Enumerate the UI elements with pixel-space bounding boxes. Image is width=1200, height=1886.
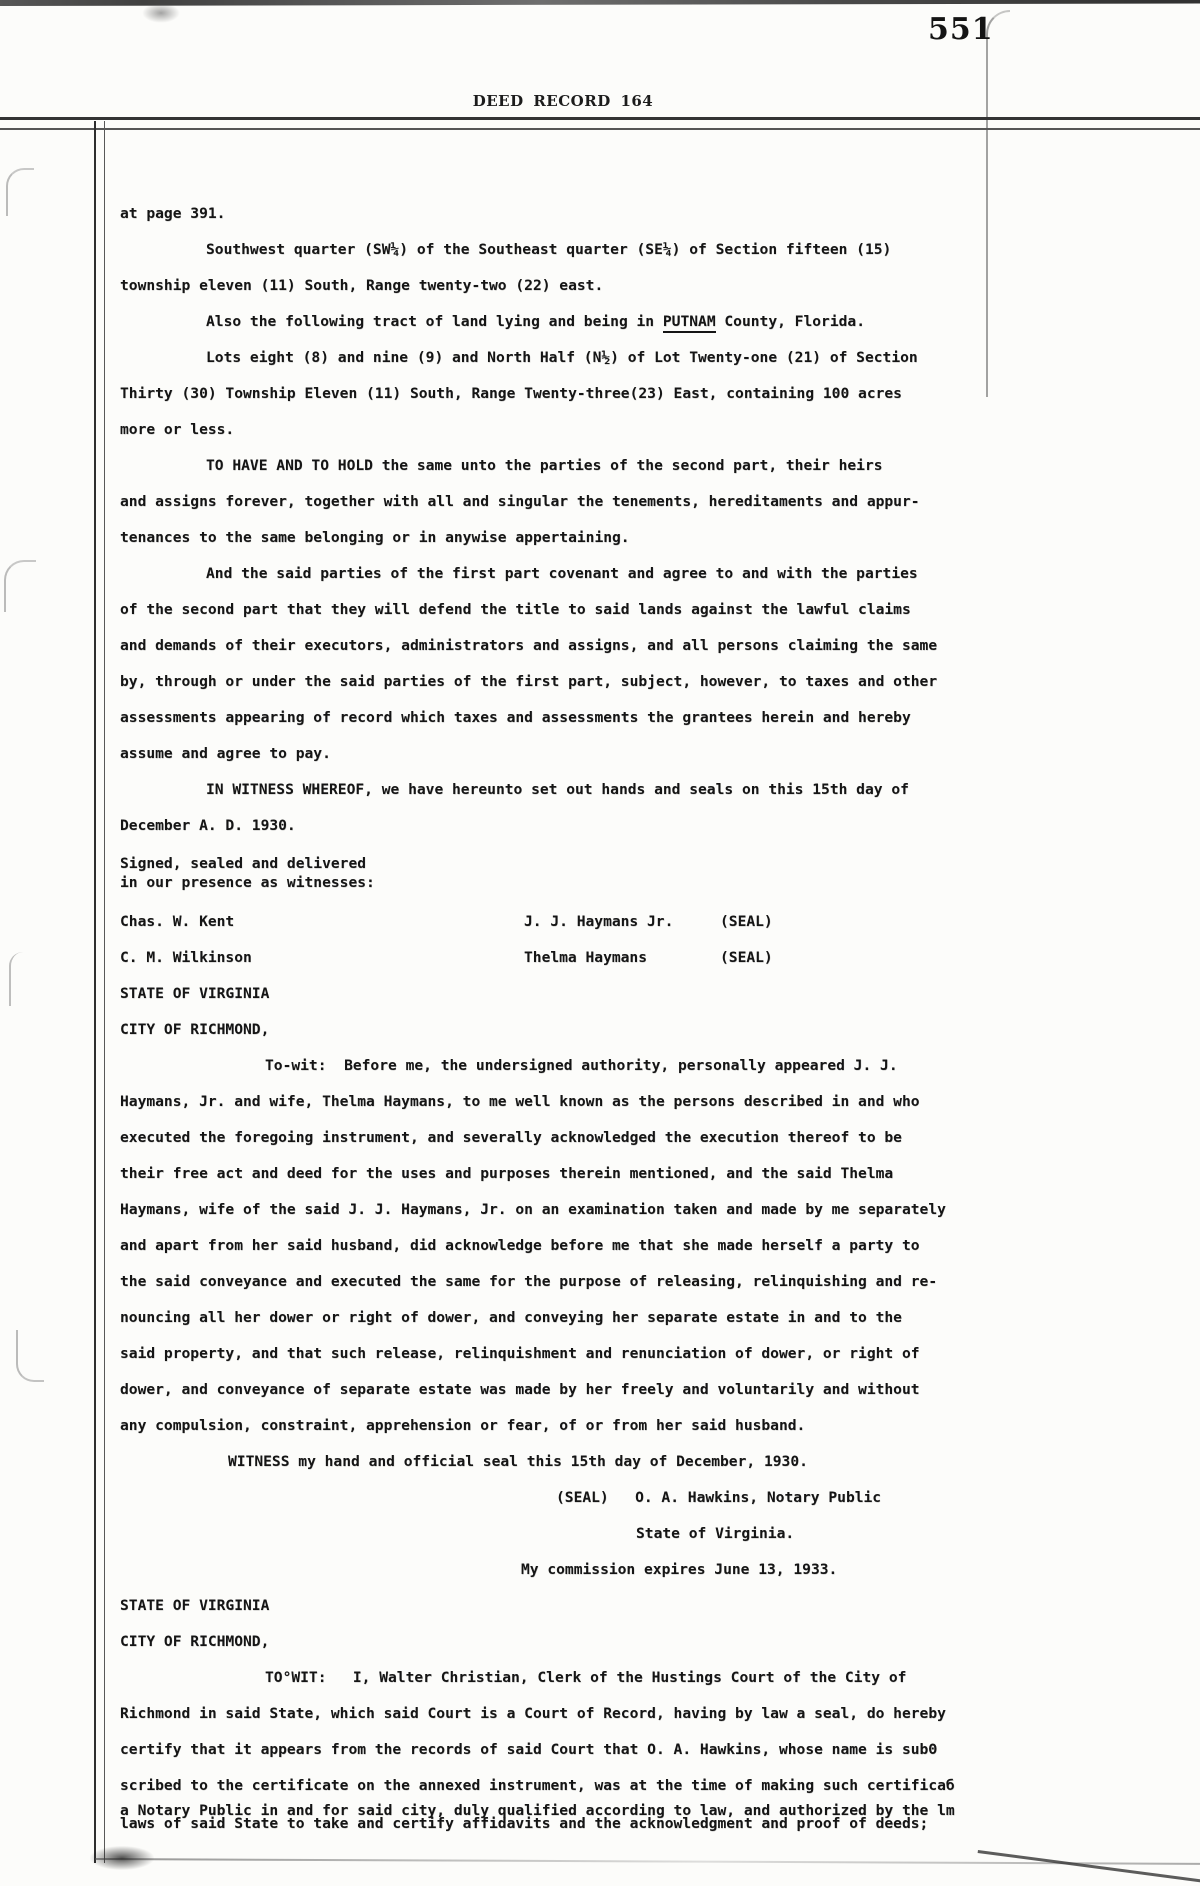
scan-top-edge-artifact — [0, 0, 1200, 6]
deed-line: and assigns forever, together with all and singular the tenements, hereditaments and appur- — [120, 493, 920, 510]
scan-bottom-diagonal-artifact — [978, 1850, 1200, 1885]
party-signature: J. J. Haymans Jr. — [524, 913, 674, 930]
deed-line: by, through or under the said parties of the first part, subject, however, to taxes and other — [120, 673, 938, 690]
deed-document-text — [120, 127, 980, 1830]
left-margin-double-rule — [94, 121, 105, 1863]
venue-line: CITY OF RICHMOND, — [120, 1633, 270, 1650]
notary-state-line: State of Virginia. — [636, 1525, 795, 1542]
witness-signature: C. M. Wilkinson — [120, 949, 252, 966]
venue-line: CITY OF RICHMOND, — [120, 1021, 270, 1038]
margin-pencil-mark — [6, 168, 34, 216]
deed-line: executed the foregoing instrument, and severally acknowledged the execution thereof to be — [120, 1129, 902, 1146]
deed-line: TO°WIT: I, Walter Christian, Clerk of the Hustings Court of the City of — [265, 1669, 907, 1686]
page-edge-line — [986, 10, 1010, 397]
deed-line: Thirty (30) Township Eleven (11) South, Range Twenty-three(23) East, containing 100 acres — [120, 385, 902, 402]
deed-line: tenances to the same belonging or in anywise appertaining. — [120, 529, 630, 546]
deed-line: Signed, sealed and delivered — [120, 855, 367, 872]
deed-line: said property, and that such release, relinquishment and renunciation of dower, or right of — [120, 1345, 920, 1362]
deed-line: scribed to the certificate on the annexed instrument, was at the time of making such certificaб — [120, 1777, 955, 1794]
overstruck-lines-block — [120, 1804, 980, 1830]
party-signature: Thelma Haymans — [524, 949, 648, 966]
deed-line: and apart from her said husband, did acknowledge before me that she made herself a party to — [120, 1237, 920, 1254]
deed-line: WITNESS my hand and official seal this 15th day of December, 1930. — [228, 1453, 808, 1470]
seal-label: (SEAL) — [720, 913, 773, 930]
deed-line: any compulsion, constraint, apprehension or fear, of or from her said husband. — [120, 1417, 806, 1434]
putnam-post-text: County, Florida. — [715, 313, 865, 330]
venue-line: STATE OF VIRGINIA — [120, 985, 270, 1002]
deed-line: in our presence as witnesses: — [120, 874, 375, 891]
witness-attestation-block — [120, 854, 980, 892]
deed-line: their free act and deed for the uses and purposes therein mentioned, and the said Thelma — [120, 1165, 894, 1182]
deed-line: Richmond in said State, which said Court is a Court of Record, having by law a seal, do hereby — [120, 1705, 946, 1722]
putnam-pre-text: Also the following tract of land lying and being in — [206, 313, 663, 330]
margin-pencil-mark — [16, 1330, 44, 1382]
notary-commission-line: My commission expires June 13, 1933. — [521, 1561, 838, 1578]
deed-line: assessments appearing of record which taxes and assessments the grantees herein and hereby — [120, 709, 911, 726]
margin-pencil-mark — [4, 560, 36, 612]
notary-seal-line: (SEAL) O. A. Hawkins, Notary Public — [556, 1489, 882, 1506]
book-title-header: DEED RECORD 164 — [472, 92, 654, 110]
scan-smudge-artifact — [142, 3, 180, 23]
deed-line: and demands of their executors, administrators and assigns, and all persons claiming the same — [120, 637, 938, 654]
deed-line: December A. D. 1930. — [120, 817, 296, 834]
deed-line: more or less. — [120, 421, 235, 438]
deed-line: Southwest quarter (SW¼) of the Southeast quarter (SE¼) of Section fifteen (15) — [206, 241, 892, 258]
scan-bottom-smudge-artifact — [90, 1846, 154, 1870]
signature-block — [120, 904, 980, 976]
seal-label: (SEAL) — [720, 949, 773, 966]
deed-line: laws of said State to take and certify affidavits and the acknowledgment and proof of deeds; — [120, 1815, 929, 1832]
page-number: 551 — [928, 12, 994, 47]
deed-line: TO HAVE AND TO HOLD the same unto the parties of the second part, their heirs — [206, 457, 883, 474]
deed-line: at page 391. — [120, 205, 226, 222]
deed-line: a Notary Public in and for said city, duly qualified according to law, and authorized by the lm — [120, 1802, 955, 1819]
deed-line: And the said parties of the first part covenant and agree to and with the parties — [206, 565, 918, 582]
signature-row — [120, 904, 980, 940]
deed-line: IN WITNESS WHEREOF, we have hereunto set out hands and seals on this 15th day of — [206, 781, 909, 798]
deed-line: the said conveyance and executed the same for the purpose of releasing, relinquishing and re- — [120, 1273, 938, 1290]
deed-line: Haymans, Jr. and wife, Thelma Haymans, to me well known as the persons described in and who — [120, 1093, 920, 1110]
deed-line: township eleven (11) South, Range twenty-two (22) east. — [120, 277, 604, 294]
deed-line-putnam — [120, 304, 980, 340]
deed-line: certify that it appears from the records of said Court that O. A. Hawkins, whose name is subΘ — [120, 1741, 938, 1758]
deed-line: of the second part that they will defend the title to said lands against the lawful claims — [120, 601, 911, 618]
deed-line: assume and agree to pay. — [120, 745, 331, 762]
deed-line: nouncing all her dower or right of dower, and conveying her separate estate in and to the — [120, 1309, 902, 1326]
deed-line: Lots eight (8) and nine (9) and North Half (N½) of Lot Twenty-one (21) of Section — [206, 349, 918, 366]
deed-line: To-wit: Before me, the undersigned authority, personally appeared J. J. — [265, 1057, 898, 1074]
venue-line: STATE OF VIRGINIA — [120, 1597, 270, 1614]
margin-pencil-mark — [9, 952, 33, 1006]
witness-signature: Chas. W. Kent — [120, 913, 235, 930]
putnam-underlined-word: PUTNAM — [663, 313, 716, 333]
signature-row — [120, 940, 980, 976]
deed-line: Haymans, wife of the said J. J. Haymans, Jr. on an examination taken and made by me separately — [120, 1201, 946, 1218]
deed-line: dower, and conveyance of separate estate was made by her freely and voluntarily and without — [120, 1381, 920, 1398]
